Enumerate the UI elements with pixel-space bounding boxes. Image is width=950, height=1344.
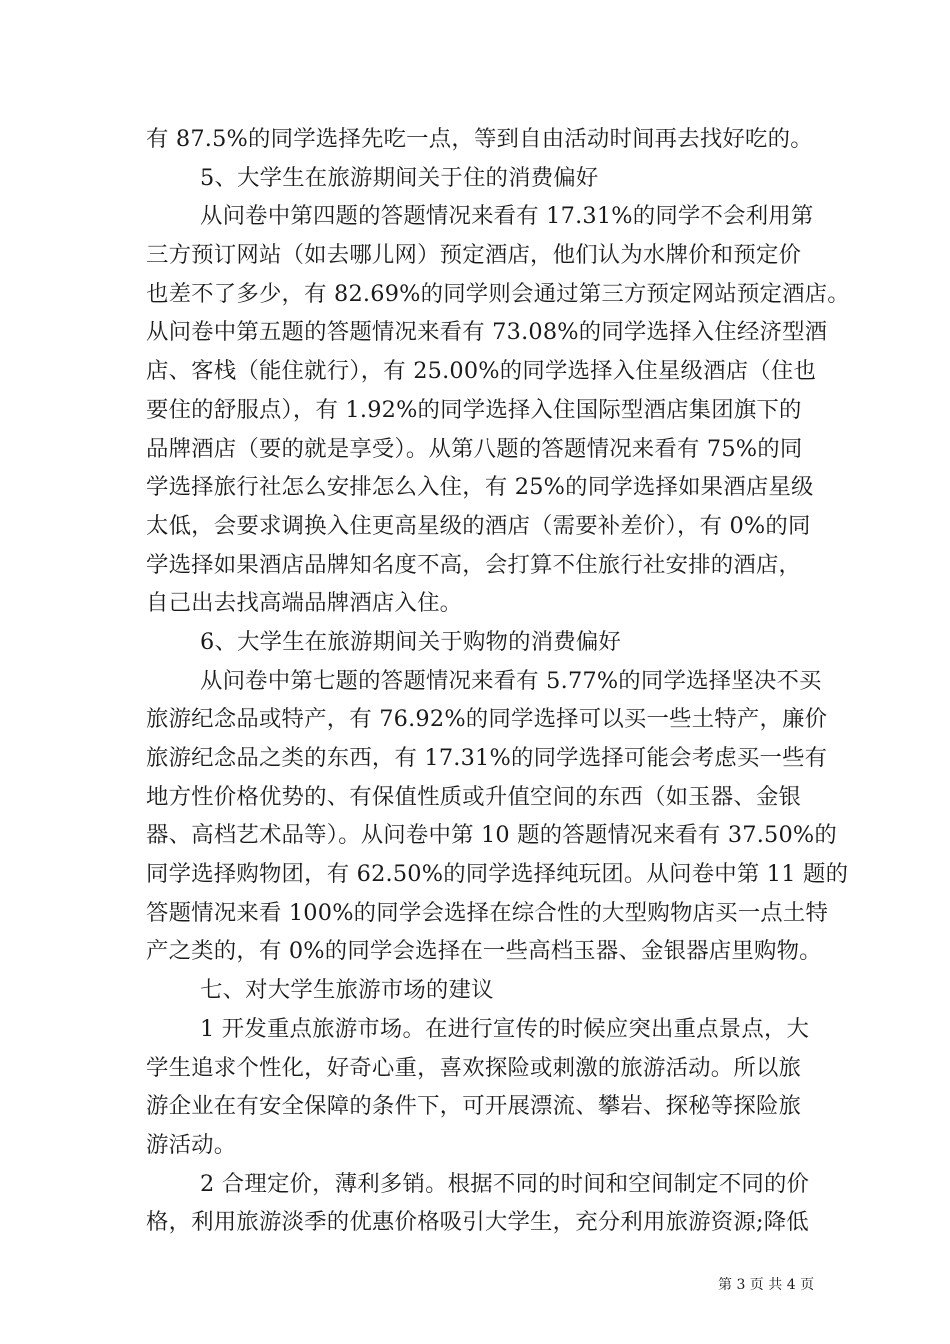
paragraph-line: 器、高档艺术品等）。从问卷中第 10 题的答题情况来看有 37.50%的 xyxy=(146,822,837,849)
paragraph-line: 也差不了多少，有 82.69%的同学则会通过第三方预定网站预定酒店。 xyxy=(146,280,850,307)
paragraph-line: 2 合理定价，薄利多销。根据不同的时间和空间制定不同的价 xyxy=(200,1170,810,1197)
paragraph-line: 答题情况来看 100%的同学会选择在综合性的大型购物店买一点土特 xyxy=(146,899,829,926)
paragraph-line: 品牌酒店（要的就是享受）。从第八题的答题情况来看有 75%的同 xyxy=(146,435,803,462)
paragraph-line: 同学选择购物团，有 62.50%的同学选择纯玩团。从问卷中第 11 题的 xyxy=(146,861,849,888)
paragraph-line: 三方预订网站（如去哪儿网）预定酒店，他们认为水牌价和预定价 xyxy=(146,242,802,269)
paragraph-line: 要住的舒服点），有 1.92%的同学选择入住国际型酒店集团旗下的 xyxy=(146,396,802,423)
document-body xyxy=(146,120,850,1242)
page-number-label: 第 3 页 共 4 页 xyxy=(718,1277,815,1293)
paragraph-line: 店、客栈（能住就行），有 25.00%的同学选择入住星级酒店（住也 xyxy=(146,358,817,385)
paragraph-line: 学选择旅行社怎么安排怎么入住，有 25%的同学选择如果酒店星级 xyxy=(146,474,814,501)
paragraph-line: 地方性价格优势的、有保值性质或升值空间的东西（如玉器、金银 xyxy=(146,783,802,810)
paragraph-line: 产之类的，有 0%的同学会选择在一些高档玉器、金银器店里购物。 xyxy=(146,938,822,965)
paragraph-line: 旅游纪念品或特产，有 76.92%的同学选择可以买一些土特产，廉价 xyxy=(146,706,828,733)
paragraph-line: 1 开发重点旅游市场。在进行宣传的时候应突出重点景点，大 xyxy=(200,1015,810,1042)
paragraph-line: 有 87.5%的同学选择先吃一点，等到自由活动时间再去找好吃的。 xyxy=(146,126,813,152)
section-heading: 5、大学生在旅游期间关于住的消费偏好 xyxy=(200,164,599,191)
paragraph-line: 太低，会要求调换入住更高星级的酒店（需要补差价），有 0%的同 xyxy=(146,512,811,539)
paragraph-line: 学选择如果酒店品牌知名度不高，会打算不住旅行社安排的酒店， xyxy=(146,551,802,578)
page-number-footer xyxy=(718,1276,814,1294)
section-heading: 七、对大学生旅游市场的建议 xyxy=(200,977,494,1004)
paragraph-line: 学生追求个性化，好奇心重，喜欢探险或刺激的旅游活动。所以旅 xyxy=(146,1054,802,1081)
paragraph-line: 游企业在有安全保障的条件下，可开展漂流、攀岩、探秘等探险旅 xyxy=(146,1093,802,1120)
paragraph-line: 从问卷中第七题的答题情况来看有 5.77%的同学选择坚决不买 xyxy=(200,667,822,694)
paragraph-line: 自己出去找高端品牌酒店入住。 xyxy=(146,590,463,617)
paragraph-line: 从问卷中第五题的答题情况来看有 73.08%的同学选择入住经济型酒 xyxy=(146,319,828,346)
section-heading: 6、大学生在旅游期间关于购物的消费偏好 xyxy=(200,628,622,655)
paragraph-line: 旅游纪念品之类的东西，有 17.31%的同学选择可能会考虑买一些有 xyxy=(146,745,828,771)
paragraph-line: 游活动。 xyxy=(146,1131,237,1158)
paragraph-line: 格，利用旅游淡季的优惠价格吸引大学生，充分利用旅游资源;降低 xyxy=(146,1209,809,1236)
paragraph-line: 从问卷中第四题的答题情况来看有 17.31%的同学不会利用第 xyxy=(200,203,814,230)
